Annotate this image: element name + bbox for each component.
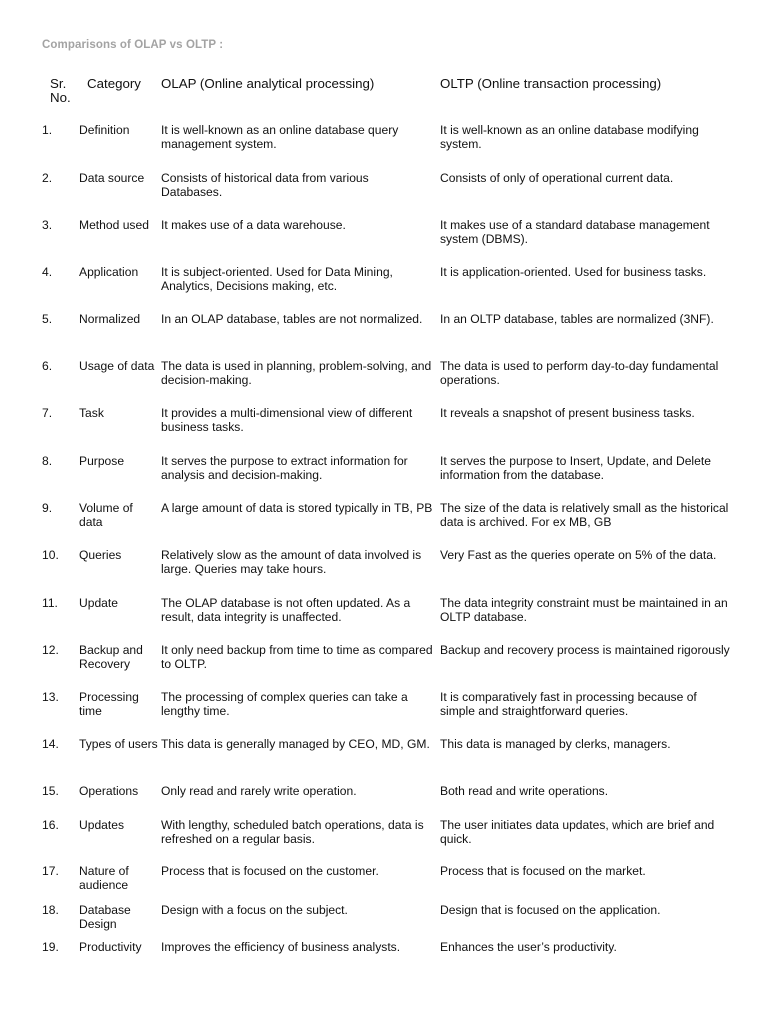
row-olap-description: The processing of complex queries can take a lengthy time. [161,690,408,719]
table-header [0,77,768,113]
row-category: Usage of data [79,359,155,373]
row-category: Method used [79,218,149,232]
row-category: Operations [79,784,139,798]
row-number: 7. [42,406,53,420]
row-category: Data source [79,171,145,185]
row-oltp-description: In an OLTP database, tables are normalized (3NF). [440,312,714,326]
row-category: Backup and Recovery [79,643,143,672]
row-number: 15. [42,784,59,798]
row-number: 5. [42,312,53,326]
row-category: Update [79,596,118,610]
row-oltp-description: The data integrity constraint must be maintained in an OLTP database. [440,596,728,625]
row-number: 18. [42,903,59,917]
row-oltp-description: Enhances the user’s productivity. [440,940,617,954]
row-oltp-description: Very Fast as the queries operate on 5% of the data. [440,548,717,562]
row-olap-description: With lengthy, scheduled batch operations, data is refreshed on a regular basis. [161,818,424,847]
row-number: 6. [42,359,53,373]
row-number: 19. [42,940,59,954]
row-number: 4. [42,265,53,279]
row-oltp-description: The size of the data is relatively small as the historical data is archived. For ex MB, GB [440,501,729,530]
row-number: 10. [42,548,59,562]
header-olap: OLAP (Online analytical processing) [161,76,375,91]
row-category: Database Design [79,903,131,932]
row-oltp-description: This data is managed by clerks, managers. [440,737,671,751]
row-number: 3. [42,218,53,232]
row-oltp-description: It is application-oriented. Used for business tasks. [440,265,707,279]
row-number: 8. [42,454,53,468]
row-oltp-description: The user initiates data updates, which are brief and quick. [440,818,715,847]
row-oltp-description: It serves the purpose to Insert, Update, and Delete information from the database. [440,454,711,483]
row-olap-description: Improves the efficiency of business analysts. [161,940,401,954]
row-oltp-description: The data is used to perform day-to-day fundamental operations. [440,359,719,388]
row-category: Volume of data [79,501,133,530]
row-number: 11. [42,596,58,610]
row-number: 14. [42,737,59,751]
row-number: 2. [42,171,53,185]
header-oltp: OLTP (Online transaction processing) [440,76,662,91]
row-number: 17. [42,864,59,878]
row-category: Normalized [79,312,141,326]
header-sr-no: Sr. No. [50,76,71,105]
row-category: Nature of audience [79,864,129,893]
row-category: Updates [79,818,125,832]
row-category: Definition [79,123,130,137]
row-category: Task [79,406,104,420]
row-oltp-description: Design that is focused on the application. [440,903,661,917]
row-number: 1. [42,123,53,137]
row-category: Purpose [79,454,125,468]
row-category: Types of users [79,737,158,751]
row-oltp-description: It is well-known as an online database modifying system. [440,123,699,152]
row-olap-description: The data is used in planning, problem-solving, and decision-making. [161,359,432,388]
row-oltp-description: It is comparatively fast in processing because of simple and straightforward queries. [440,690,697,719]
document-title: Comparisons of OLAP vs OLTP : [42,39,224,51]
row-category: Queries [79,548,122,562]
row-olap-description: Design with a focus on the subject. [161,903,348,917]
row-olap-description: Relatively slow as the amount of data involved is large. Queries may take hours. [161,548,422,577]
row-category: Processing time [79,690,139,719]
row-oltp-description: It reveals a snapshot of present business tasks. [440,406,695,420]
row-olap-description: It makes use of a data warehouse. [161,218,346,232]
row-number: 12. [42,643,59,657]
row-olap-description: Consists of historical data from various Databases. [161,171,369,200]
row-number: 13. [42,690,59,704]
row-number: 9. [42,501,53,515]
row-oltp-description: Backup and recovery process is maintained rigorously [440,643,730,657]
header-category: Category [87,76,141,91]
row-number: 16. [42,818,59,832]
row-oltp-description: Process that is focused on the market. [440,864,646,878]
row-oltp-description: Consists of only of operational current data. [440,171,674,185]
row-category: Application [79,265,139,279]
row-olap-description: It only need backup from time to time as compared to OLTP. [161,643,433,672]
row-olap-description: It is well-known as an online database query management system. [161,123,399,152]
row-olap-description: Process that is focused on the customer. [161,864,379,878]
row-olap-description: Only read and rarely write operation. [161,784,357,798]
row-olap-description: It provides a multi-dimensional view of different business tasks. [161,406,413,435]
row-olap-description: In an OLAP database, tables are not normalized. [161,312,423,326]
row-olap-description: The OLAP database is not often updated. As a result, data integrity is unaffected. [161,596,411,625]
row-olap-description: A large amount of data is stored typically in TB, PB [161,501,433,515]
row-olap-description: It serves the purpose to extract information for analysis and decision-making. [161,454,408,483]
row-oltp-description: It makes use of a standard database management system (DBMS). [440,218,710,247]
row-oltp-description: Both read and write operations. [440,784,609,798]
row-olap-description: This data is generally managed by CEO, MD, GM. [161,737,430,751]
row-olap-description: It is subject-oriented. Used for Data Mining, Analytics, Decisions making, etc. [161,265,393,294]
row-category: Productivity [79,940,142,954]
